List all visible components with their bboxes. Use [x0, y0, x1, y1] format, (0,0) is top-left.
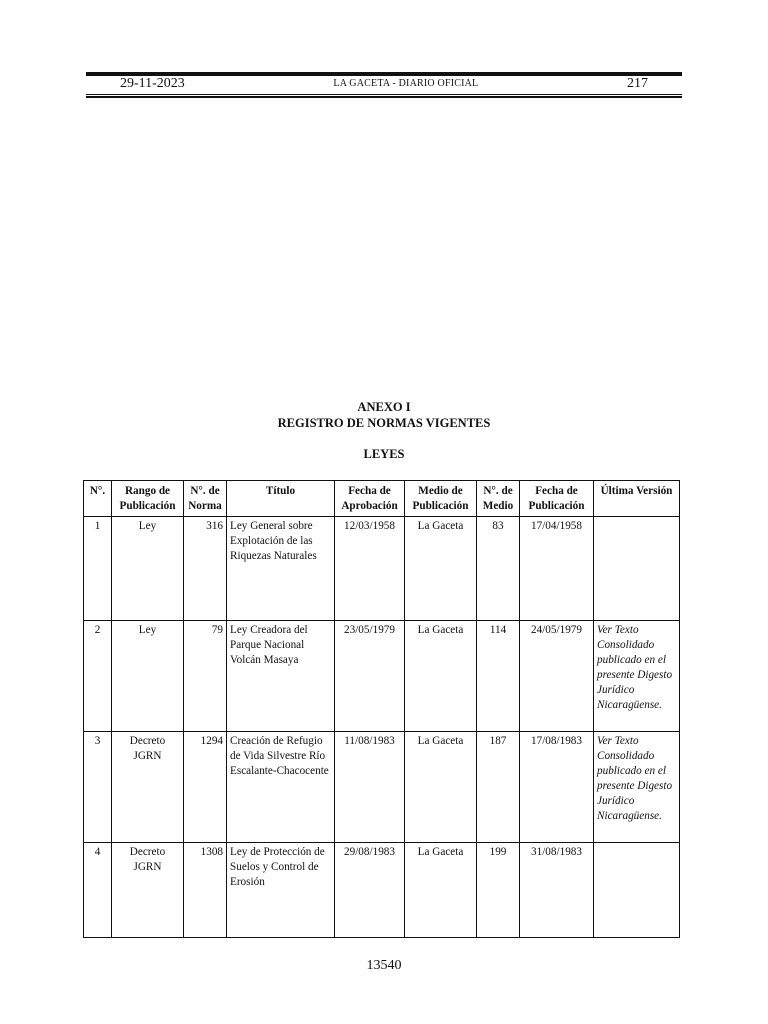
row-last-version — [594, 843, 680, 938]
row-medium: La Gaceta — [405, 517, 477, 621]
row-publication-date: 17/08/1983 — [520, 732, 594, 843]
header-date: 29-11-2023 — [120, 76, 185, 91]
header-page-number: 217 — [626, 76, 648, 91]
row-title: Creación de Refugio de Vida Silvestre Río Escalante-Chacocente — [227, 732, 335, 843]
row-medium: La Gaceta — [405, 621, 477, 732]
table-row — [84, 621, 680, 732]
annex-subtitle: REGISTRO DE NORMAS VIGENTES — [277, 416, 491, 430]
header-cell-norm-number: N°. de Norma — [184, 481, 227, 517]
row-title: Ley de Protección de Suelos y Control de Erosión — [227, 843, 335, 938]
row-number: 2 — [84, 621, 112, 732]
norms-table — [83, 480, 680, 938]
header-cell-rank: Rango de Publicación — [112, 481, 184, 517]
row-publication-date: 17/04/1958 — [520, 517, 594, 621]
row-last-version: Ver Texto Consolidado publicado en el presente Digesto Jurídico Nicaragüense. — [594, 621, 680, 732]
row-number: 1 — [84, 517, 112, 621]
row-last-version: Ver Texto Consolidado publicado en el presente Digesto Jurídico Nicaragüense. — [594, 732, 680, 843]
norms-table-wrapper — [83, 480, 679, 938]
header-row — [86, 76, 682, 92]
row-approval-date: 12/03/1958 — [335, 517, 405, 621]
row-norm-number: 1294 — [184, 732, 227, 843]
header-cell-approval-date: Fecha de Aprobación — [335, 481, 405, 517]
table-row — [84, 732, 680, 843]
footer-number: 13540 — [366, 958, 402, 973]
row-publication-date: 24/05/1979 — [520, 621, 594, 732]
row-medium: La Gaceta — [405, 732, 477, 843]
table-header-row — [84, 481, 680, 517]
row-rank: Ley — [112, 621, 184, 732]
header-mid-rule — [86, 94, 682, 95]
table-row — [84, 843, 680, 938]
header-publication: LA GACETA - DIARIO OFICIAL — [333, 78, 479, 89]
row-approval-date: 23/05/1979 — [335, 621, 405, 732]
header-cell-medium-number: N°. de Medio — [477, 481, 520, 517]
row-medium-number: 83 — [477, 517, 520, 621]
row-number: 3 — [84, 732, 112, 843]
row-last-version — [594, 517, 680, 621]
annex-title: ANEXO I — [357, 400, 411, 414]
table-row — [84, 517, 680, 621]
row-publication-date: 31/08/1983 — [520, 843, 594, 938]
header-cell-last-version: Última Versión — [594, 481, 680, 517]
row-title: Ley General sobre Explotación de las Riquezas Naturales — [227, 517, 335, 621]
header-cell-number: N°. — [84, 481, 112, 517]
row-medium-number: 199 — [477, 843, 520, 938]
row-rank: Decreto JGRN — [112, 732, 184, 843]
row-rank: Ley — [112, 517, 184, 621]
row-rank: Decreto JGRN — [112, 843, 184, 938]
row-number: 4 — [84, 843, 112, 938]
row-norm-number: 316 — [184, 517, 227, 621]
row-norm-number: 1308 — [184, 843, 227, 938]
header-cell-title: Título — [227, 481, 335, 517]
section-title: LEYES — [363, 447, 405, 461]
row-title: Ley Creadora del Parque Nacional Volcán Masaya — [227, 621, 335, 732]
header-bottom-rule — [86, 96, 682, 98]
row-medium-number: 187 — [477, 732, 520, 843]
row-medium: La Gaceta — [405, 843, 477, 938]
header-cell-medium: Medio de Publicación — [405, 481, 477, 517]
row-approval-date: 11/08/1983 — [335, 732, 405, 843]
row-norm-number: 79 — [184, 621, 227, 732]
row-approval-date: 29/08/1983 — [335, 843, 405, 938]
page-header — [86, 72, 682, 98]
header-cell-publication-date: Fecha de Publicación — [520, 481, 594, 517]
row-medium-number: 114 — [477, 621, 520, 732]
